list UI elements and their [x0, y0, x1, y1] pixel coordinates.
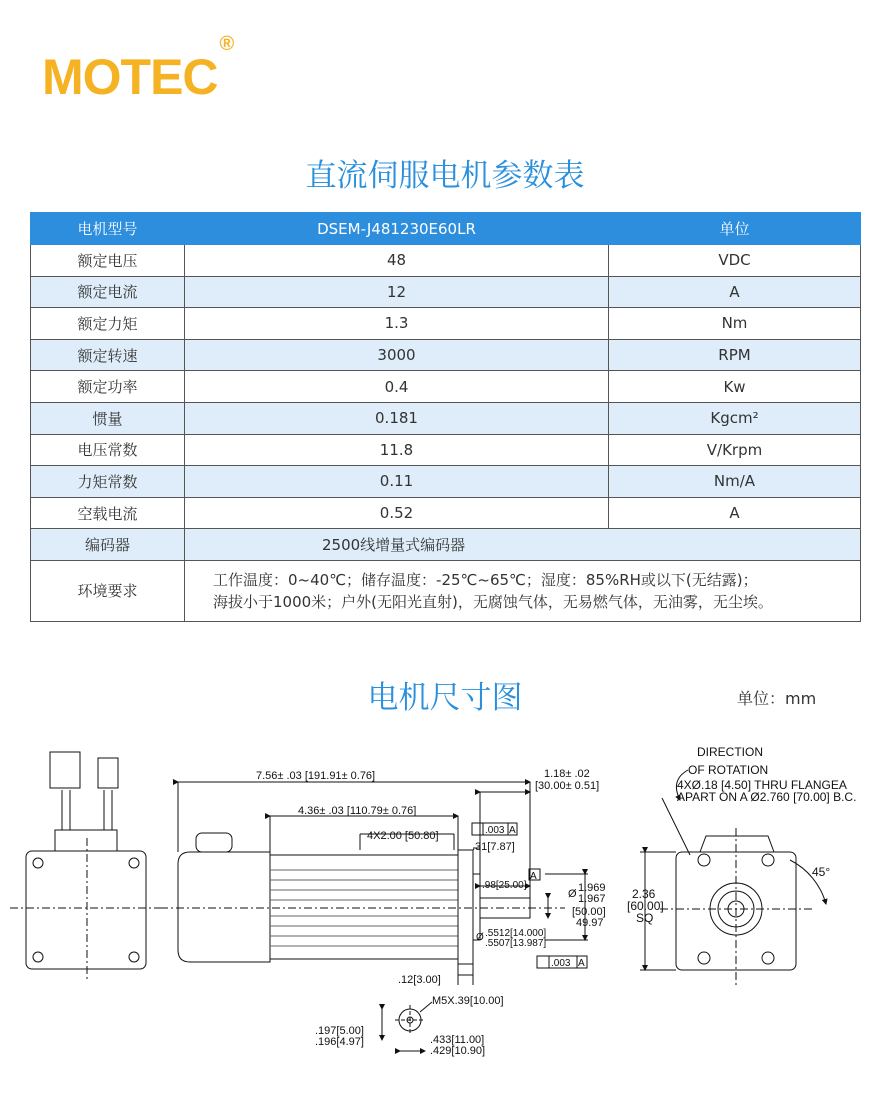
table-row: [31, 339, 861, 371]
dim-flange-thickness: .12[3.00]: [398, 974, 441, 986]
mounting-hole-icon: [762, 952, 774, 964]
row-label: 额定电压: [31, 245, 185, 277]
row-label: 空载电流: [31, 497, 185, 529]
dim-shaft-dia-1: .5512[14.000]: [485, 928, 547, 939]
registered-mark: ®: [219, 33, 234, 56]
rear-view: [10, 752, 165, 980]
pilot-dia-symbol: Ø: [568, 888, 577, 900]
row-unit: A: [609, 497, 861, 529]
rotation-label-2: OF ROTATION: [688, 763, 769, 777]
brand-name: MOTEC: [42, 49, 218, 105]
dim-body-length: 4.36± .03 [110.79± 0.76]: [298, 805, 417, 817]
dim-overall-length: 7.56± .03 [191.91± 0.76]: [256, 770, 376, 782]
cable-gland: [55, 830, 117, 851]
row-value: 1.3: [185, 308, 609, 340]
environment-row: [31, 560, 861, 621]
motor-body: [270, 855, 458, 959]
row-value: 0.181: [185, 402, 609, 434]
table-row: [31, 276, 861, 308]
datum-a-1: A: [509, 825, 516, 836]
square-dim-1: 2.36: [632, 887, 656, 901]
square-dim-2: [60.00]: [627, 899, 664, 913]
row-label: 额定力矩: [31, 308, 185, 340]
drawing-title: 电机尺寸图: [367, 680, 523, 716]
row-value: 48: [185, 245, 609, 277]
row-unit: A: [609, 276, 861, 308]
screw-icon: [33, 952, 43, 962]
shaft-dia-symbol: Ø: [476, 932, 484, 943]
dim-key-height-2: .429[10.90]: [430, 1045, 486, 1057]
spec-title: 直流伺服电机参数表: [305, 158, 585, 194]
dim-key-width-1: .197[5.00]: [315, 1025, 364, 1037]
mounting-hole-icon: [762, 854, 774, 866]
row-label: 惯量: [31, 402, 185, 434]
holes-note-2: APART ON A Ø2.760 [70.00] B.C.: [677, 790, 857, 804]
dim-flange-square: 4X2.00 [50.80]: [367, 830, 439, 842]
row-unit: RPM: [609, 339, 861, 371]
screw-icon: [129, 952, 139, 962]
rotation-label-1: DIRECTION: [697, 745, 763, 759]
row-label: 力矩常数: [31, 466, 185, 498]
angle-label: 45°: [812, 865, 831, 879]
row-label: 额定转速: [31, 339, 185, 371]
row-value: 0.11: [185, 466, 609, 498]
datum-a-3: A: [578, 958, 585, 969]
dim-key-length: .98[25.00]: [482, 880, 527, 891]
dim-shaft-dia-2: .5507[13.987]: [485, 938, 547, 949]
dim-key-height-1: .433[11.00]: [430, 1034, 485, 1046]
table-row: [31, 308, 861, 340]
row-unit: V/Krpm: [609, 434, 861, 466]
environment-label: 环境要求: [31, 560, 185, 621]
environment-value: [185, 560, 861, 621]
dim-shaft-length-mm: [30.00± 0.51]: [535, 780, 600, 792]
runout-value-2: .003: [551, 958, 571, 969]
row-unit: Kw: [609, 371, 861, 403]
motec-logo: [42, 33, 234, 105]
row-value: 11.8: [185, 434, 609, 466]
dim-key-width-2: .196[4.97]: [315, 1036, 364, 1048]
row-value: 3000: [185, 339, 609, 371]
header-unit: 单位: [609, 213, 861, 245]
mounting-hole-icon: [698, 952, 710, 964]
spec-table: [30, 212, 861, 622]
encoder-cap: [178, 852, 270, 962]
row-value: 0.4: [185, 371, 609, 403]
square-dim-3: SQ: [636, 911, 654, 925]
row-unit: Nm/A: [609, 466, 861, 498]
row-label: 额定电流: [31, 276, 185, 308]
rear-flange-outline: [26, 851, 146, 969]
table-row: [31, 371, 861, 403]
environment-line-2: 海拔小于1000米；户外(无阳光直射)，无腐蚀气体，无易燃气体，无油雾，无尘埃。: [213, 592, 773, 611]
motor-dimension-drawing: [0, 735, 890, 1119]
front-flange: [458, 850, 473, 964]
row-value: 0.52: [185, 497, 609, 529]
mounting-hole-icon: [698, 854, 710, 866]
environment-line-1: 工作温度：0~40℃；储存温度：-25℃~65℃；湿度：85%RH或以下(无结露)；: [213, 570, 758, 589]
header-label: 电机型号: [31, 213, 185, 245]
spec-header-row: [31, 213, 861, 245]
dim-tap: M5X.39[10.00]: [432, 995, 504, 1007]
cable-exit: [196, 833, 232, 852]
row-value: 12: [185, 276, 609, 308]
screw-icon: [129, 858, 139, 868]
table-row: [31, 434, 861, 466]
table-row: [31, 402, 861, 434]
connector-icon: [98, 758, 118, 788]
shaft-section: [382, 1002, 432, 1051]
dim-pilot-dia-1: 1.969: [578, 882, 606, 894]
row-label: 额定功率: [31, 371, 185, 403]
dim-shaft-length: 1.18± .02: [544, 768, 590, 780]
holes-note-1: 4XØ.18 [4.50] THRU FLANGEA: [677, 778, 847, 792]
table-row: [31, 245, 861, 277]
row-label: 电压常数: [31, 434, 185, 466]
header-model: DSEM-J481230E60LR: [185, 213, 609, 245]
dim-pilot-dia-mm-1: [50.00]: [572, 906, 606, 918]
encoder-value: 2500线增量式编码器: [185, 529, 861, 561]
drawing-unit: 单位：mm: [737, 689, 817, 708]
connector-icon: [50, 752, 80, 788]
table-row: [31, 497, 861, 529]
table-row: [31, 466, 861, 498]
row-unit: Kgcm²: [609, 402, 861, 434]
encoder-row: [31, 529, 861, 561]
dim-pilot-dia-mm-2: 49.97: [576, 917, 604, 929]
row-unit: VDC: [609, 245, 861, 277]
encoder-label: 编码器: [31, 529, 185, 561]
screw-icon: [33, 858, 43, 868]
row-unit: Nm: [609, 308, 861, 340]
pilot: [473, 874, 480, 940]
dim-pilot-depth: .31[7.87]: [472, 841, 515, 853]
datum-a-2: A: [530, 871, 537, 882]
dim-pilot-dia-2: 1.967: [578, 893, 606, 905]
runout-value-1: .003: [485, 825, 505, 836]
